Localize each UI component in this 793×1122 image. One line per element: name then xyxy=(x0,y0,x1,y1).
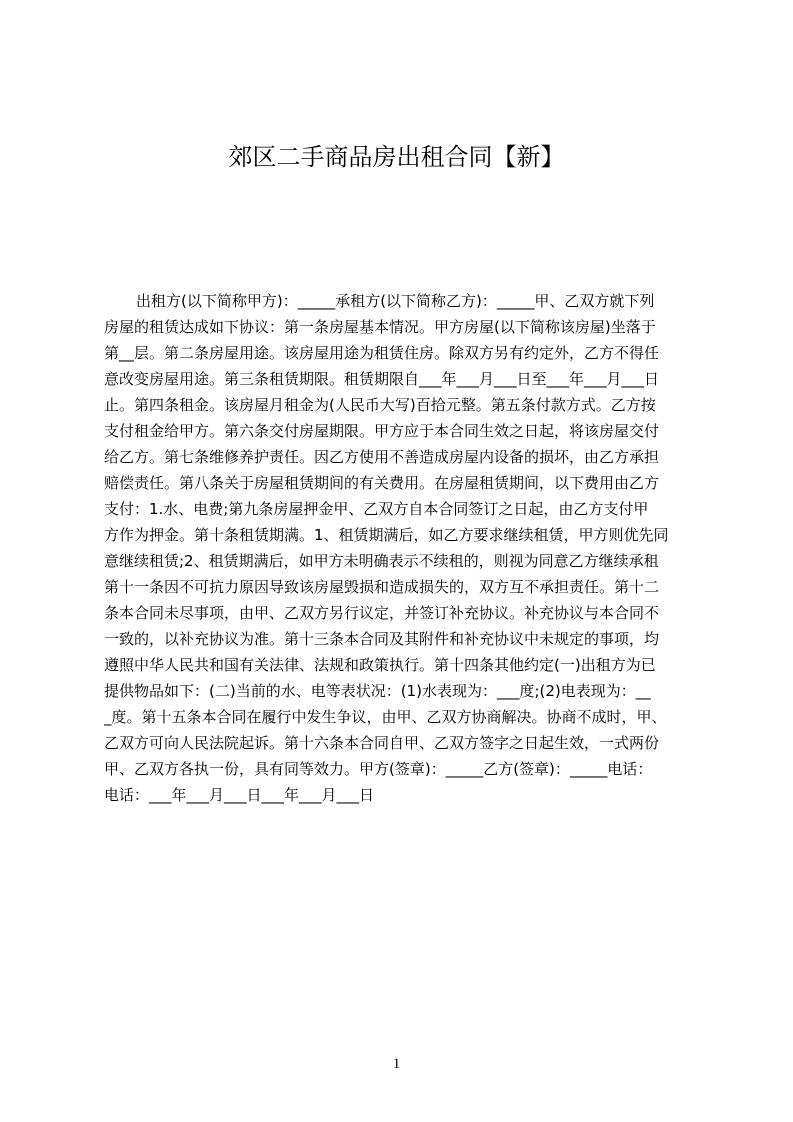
body-line: 给乙方。第七条维修养护责任。因乙方使用不善造成房屋内设备的损坏，由乙方承担 xyxy=(104,448,660,466)
body-line: 赔偿责任。第八条关于房屋租赁期间的有关费用。在房屋租赁期间，以下费用由乙方 xyxy=(104,474,660,492)
body-line: 一致的，以补充协议为准。第十三条本合同及其附件和补充协议中未规定的事项，均 xyxy=(104,630,660,648)
document-body xyxy=(104,288,700,808)
body-line: 甲、乙双方各执一份，具有同等效力。甲方(签章)：_____乙方(签章)：_____电话： xyxy=(104,760,653,778)
document-title: 郊区二手商品房出租合同【新】 xyxy=(228,143,565,171)
body-line: 条本合同未尽事项，由甲、乙双方另行议定，并签订补充协议。补充协议与本合同不 xyxy=(104,604,660,622)
body-line: 意继续租赁;2、租赁期满后，如甲方未明确表示不续租的，则视为同意乙方继续承租 xyxy=(104,552,659,570)
body-line: 支付：1.水、电费;第九条房屋押金甲、乙双方自本合同签订之日起，由乙方支付甲 xyxy=(104,500,649,518)
body-line: 提供物品如下：(二)当前的水、电等表状况：(1)水表现为：___度;(2)电表现为：__ xyxy=(104,682,651,700)
body-line: 意改变房屋用途。第三条租赁期限。租赁期限自___年___月___日至___年___月___日 xyxy=(104,370,660,388)
page-number: 1 xyxy=(392,1056,401,1072)
body-line: 第十一条因不可抗力原因导致该房屋毁损和造成损失的，双方互不承担责任。第十二 xyxy=(104,578,660,596)
body-line: 遵照中华人民共和国有关法律、法规和政策执行。第十四条其他约定(一)出租方为已 xyxy=(104,656,656,674)
body-line: 乙双方可向人民法院起诉。第十六条本合同自甲、乙双方签字之日起生效，一式两份 xyxy=(104,734,660,752)
body-line: 支付租金给甲方。第六条交付房屋期限。甲方应于本合同生效之日起，将该房屋交付 xyxy=(104,422,660,440)
body-line: 出租方(以下简称甲方)：_____承租方(以下简称乙方)：_____甲、乙双方就下列 xyxy=(136,292,655,310)
body-line: 止。第四条租金。该房屋月租金为(人民币大写)百拾元整。第五条付款方式。乙方按 xyxy=(104,396,656,414)
body-line: 电话：___年___月___日___年___月___日 xyxy=(104,786,375,804)
body-line: 房屋的租赁达成如下协议：第一条房屋基本情况。甲方房屋(以下简称该房屋)坐落于 xyxy=(104,318,656,336)
body-line: 方作为押金。第十条租赁期满。1、租赁期满后，如乙方要求继续租赁，甲方则优先同 xyxy=(104,526,669,544)
body-line: _度。第十五条本合同在履行中发生争议，由甲、乙双方协商解决。协商不成时，甲、 xyxy=(104,708,667,726)
body-line: 第__层。第二条房屋用途。该房屋用途为租赁住房。除双方另有约定外，乙方不得任 xyxy=(104,344,660,362)
